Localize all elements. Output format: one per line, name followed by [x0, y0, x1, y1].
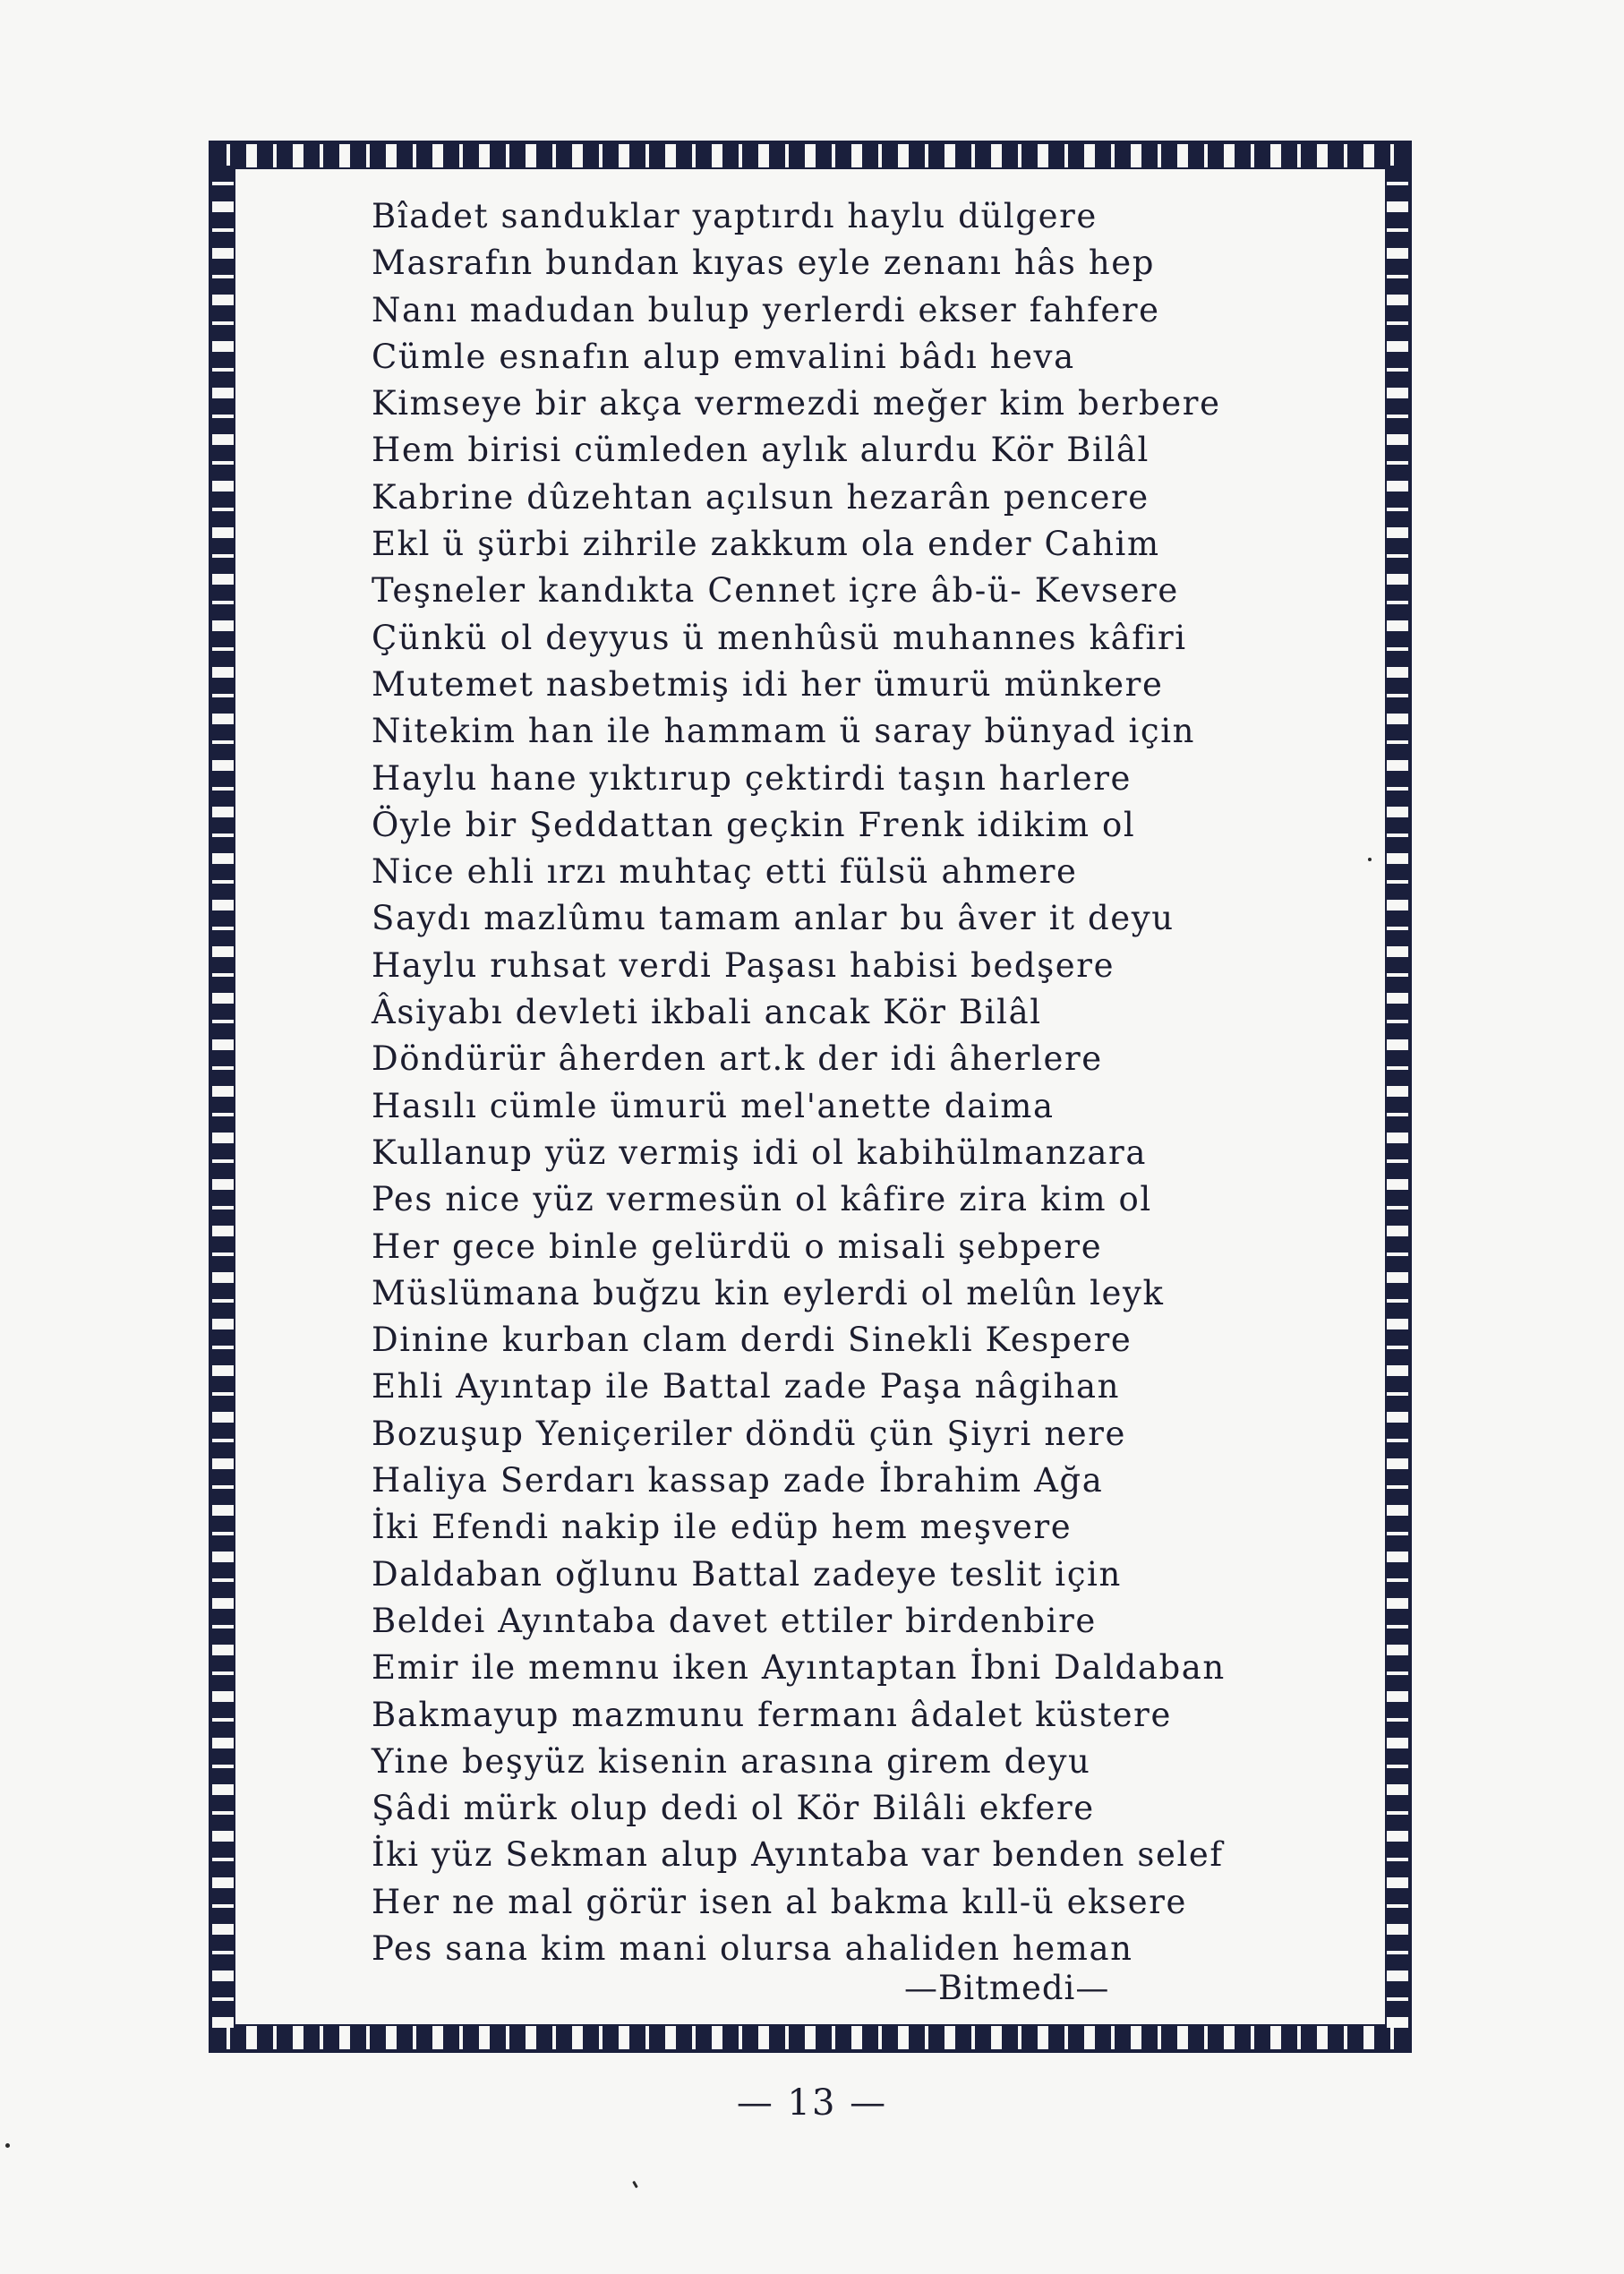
paper-speck: [5, 2143, 10, 2148]
poem-line: Nanı madudan bulup yerlerdi ekser fahfere: [372, 290, 1160, 329]
poem-line: Pes nice yüz vermesün ol kâfire zira kim ol: [372, 1180, 1152, 1219]
poem-line: Nice ehli ırzı muhtaç etti fülsü ahmere: [372, 852, 1078, 892]
poem-line: Teşneler kandıkta Cennet içre âb-ü- Kevsere: [372, 571, 1179, 611]
poem-line: Haylu ruhsat verdi Paşası habisi bedşere: [372, 945, 1115, 985]
poem-line: Masrafın bundan kıyas eyle zenanı hâs hep: [372, 244, 1156, 283]
poem-line: Âsiyabı devleti ikbali ancak Kör Bilâl: [372, 993, 1042, 1032]
poem-line: Müslümana buğzu kin eylerdi ol melûn leyk: [372, 1273, 1165, 1312]
paper-speck: [632, 2181, 638, 2188]
poem-line: Şâdi mürk olup dedi ol Kör Bilâli ekfere: [372, 1789, 1095, 1828]
poem-line: Hasılı cümle ümurü mel'anette daima: [372, 1086, 1055, 1125]
poem-line: Kimseye bir akça vermezdi meğer kim berbere: [372, 384, 1221, 423]
poem-line: Çünkü ol deyyus ü menhûsü muhannes kâfiri: [372, 618, 1187, 657]
poem-line: Saydı mazlûmu tamam anlar bu âver it deyu: [372, 899, 1175, 938]
poem-line: Her ne mal görür isen al bakma kıll-ü eksere: [372, 1882, 1187, 1921]
poem-line: Dinine kurban clam derdi Sinekli Kespere: [372, 1321, 1133, 1360]
poem-line: Beldei Ayıntaba davet ettiler birdenbire: [372, 1601, 1097, 1640]
poem-line: Kabrine dûzehtan açılsun hezarân pencere: [372, 477, 1150, 517]
poem-line: Bîadet sanduklar yaptırdı haylu dülgere: [372, 197, 1098, 235]
poem-line: Döndürür âherden art.k der idi âherlere: [372, 1039, 1103, 1079]
poem-line: Cümle esnafın alup emvalini bâdı heva: [372, 337, 1075, 376]
poem-line: İki yüz Sekman alup Ayıntaba var benden selef: [372, 1835, 1224, 1875]
poem-line: Mutemet nasbetmiş idi her ümurü münkere: [372, 664, 1164, 704]
poem-line: Ekl ü şürbi zihrile zakkum ola ender Cahim: [372, 525, 1160, 564]
poem-line: Bozuşup Yeniçeriler döndü çün Şiyri nere: [372, 1414, 1127, 1453]
poem-line: Yine beşyüz kisenin arasına girem deyu: [372, 1741, 1091, 1781]
poem-line: Nitekim han ile hammam ü saray bünyad için: [372, 712, 1196, 751]
poem-line: İki Efendi nakip ile edüp hem meşvere: [372, 1508, 1073, 1547]
poem-text: [372, 193, 1267, 1972]
page-number: — 13 —: [736, 2082, 888, 2124]
ornamental-border-top: [210, 142, 1410, 169]
poem-line: Haliya Serdarı kassap zade İbrahim Ağa: [372, 1461, 1104, 1500]
poem-line: Ehli Ayıntap ile Battal zade Paşa nâgihan: [372, 1367, 1121, 1406]
poem-line: Pes sana kim mani olursa ahaliden heman: [372, 1928, 1133, 1968]
ornamental-border-bottom: [210, 2024, 1410, 2051]
poem-line: Bakmayup mazmunu fermanı âdalet küstere: [372, 1695, 1172, 1734]
poem-line: Daldaban oğlunu Battal zadeye teslit için: [372, 1554, 1122, 1594]
poem-line: Kullanup yüz vermiş idi ol kabihülmanzara: [372, 1133, 1147, 1172]
paper-speck: [1368, 858, 1372, 861]
ornamental-border-left: [210, 166, 235, 2028]
poem-line: Her gece binle gelürdü o misali şebpere: [372, 1227, 1103, 1266]
ornamental-border-right: [1385, 166, 1410, 2028]
poem-line: Hem birisi cümleden aylık alurdu Kör Bilâl: [372, 431, 1150, 470]
end-mark: —Bitmedi—: [904, 1969, 1110, 2007]
poem-line: Haylu hane yıktırup çektirdi taşın harlere: [372, 758, 1132, 798]
poem-line: Emir ile memnu iken Ayıntaptan İbni Daldaban: [372, 1648, 1226, 1688]
poem-line: Öyle bir Şeddattan geçkin Frenk idikim ol: [372, 805, 1136, 844]
